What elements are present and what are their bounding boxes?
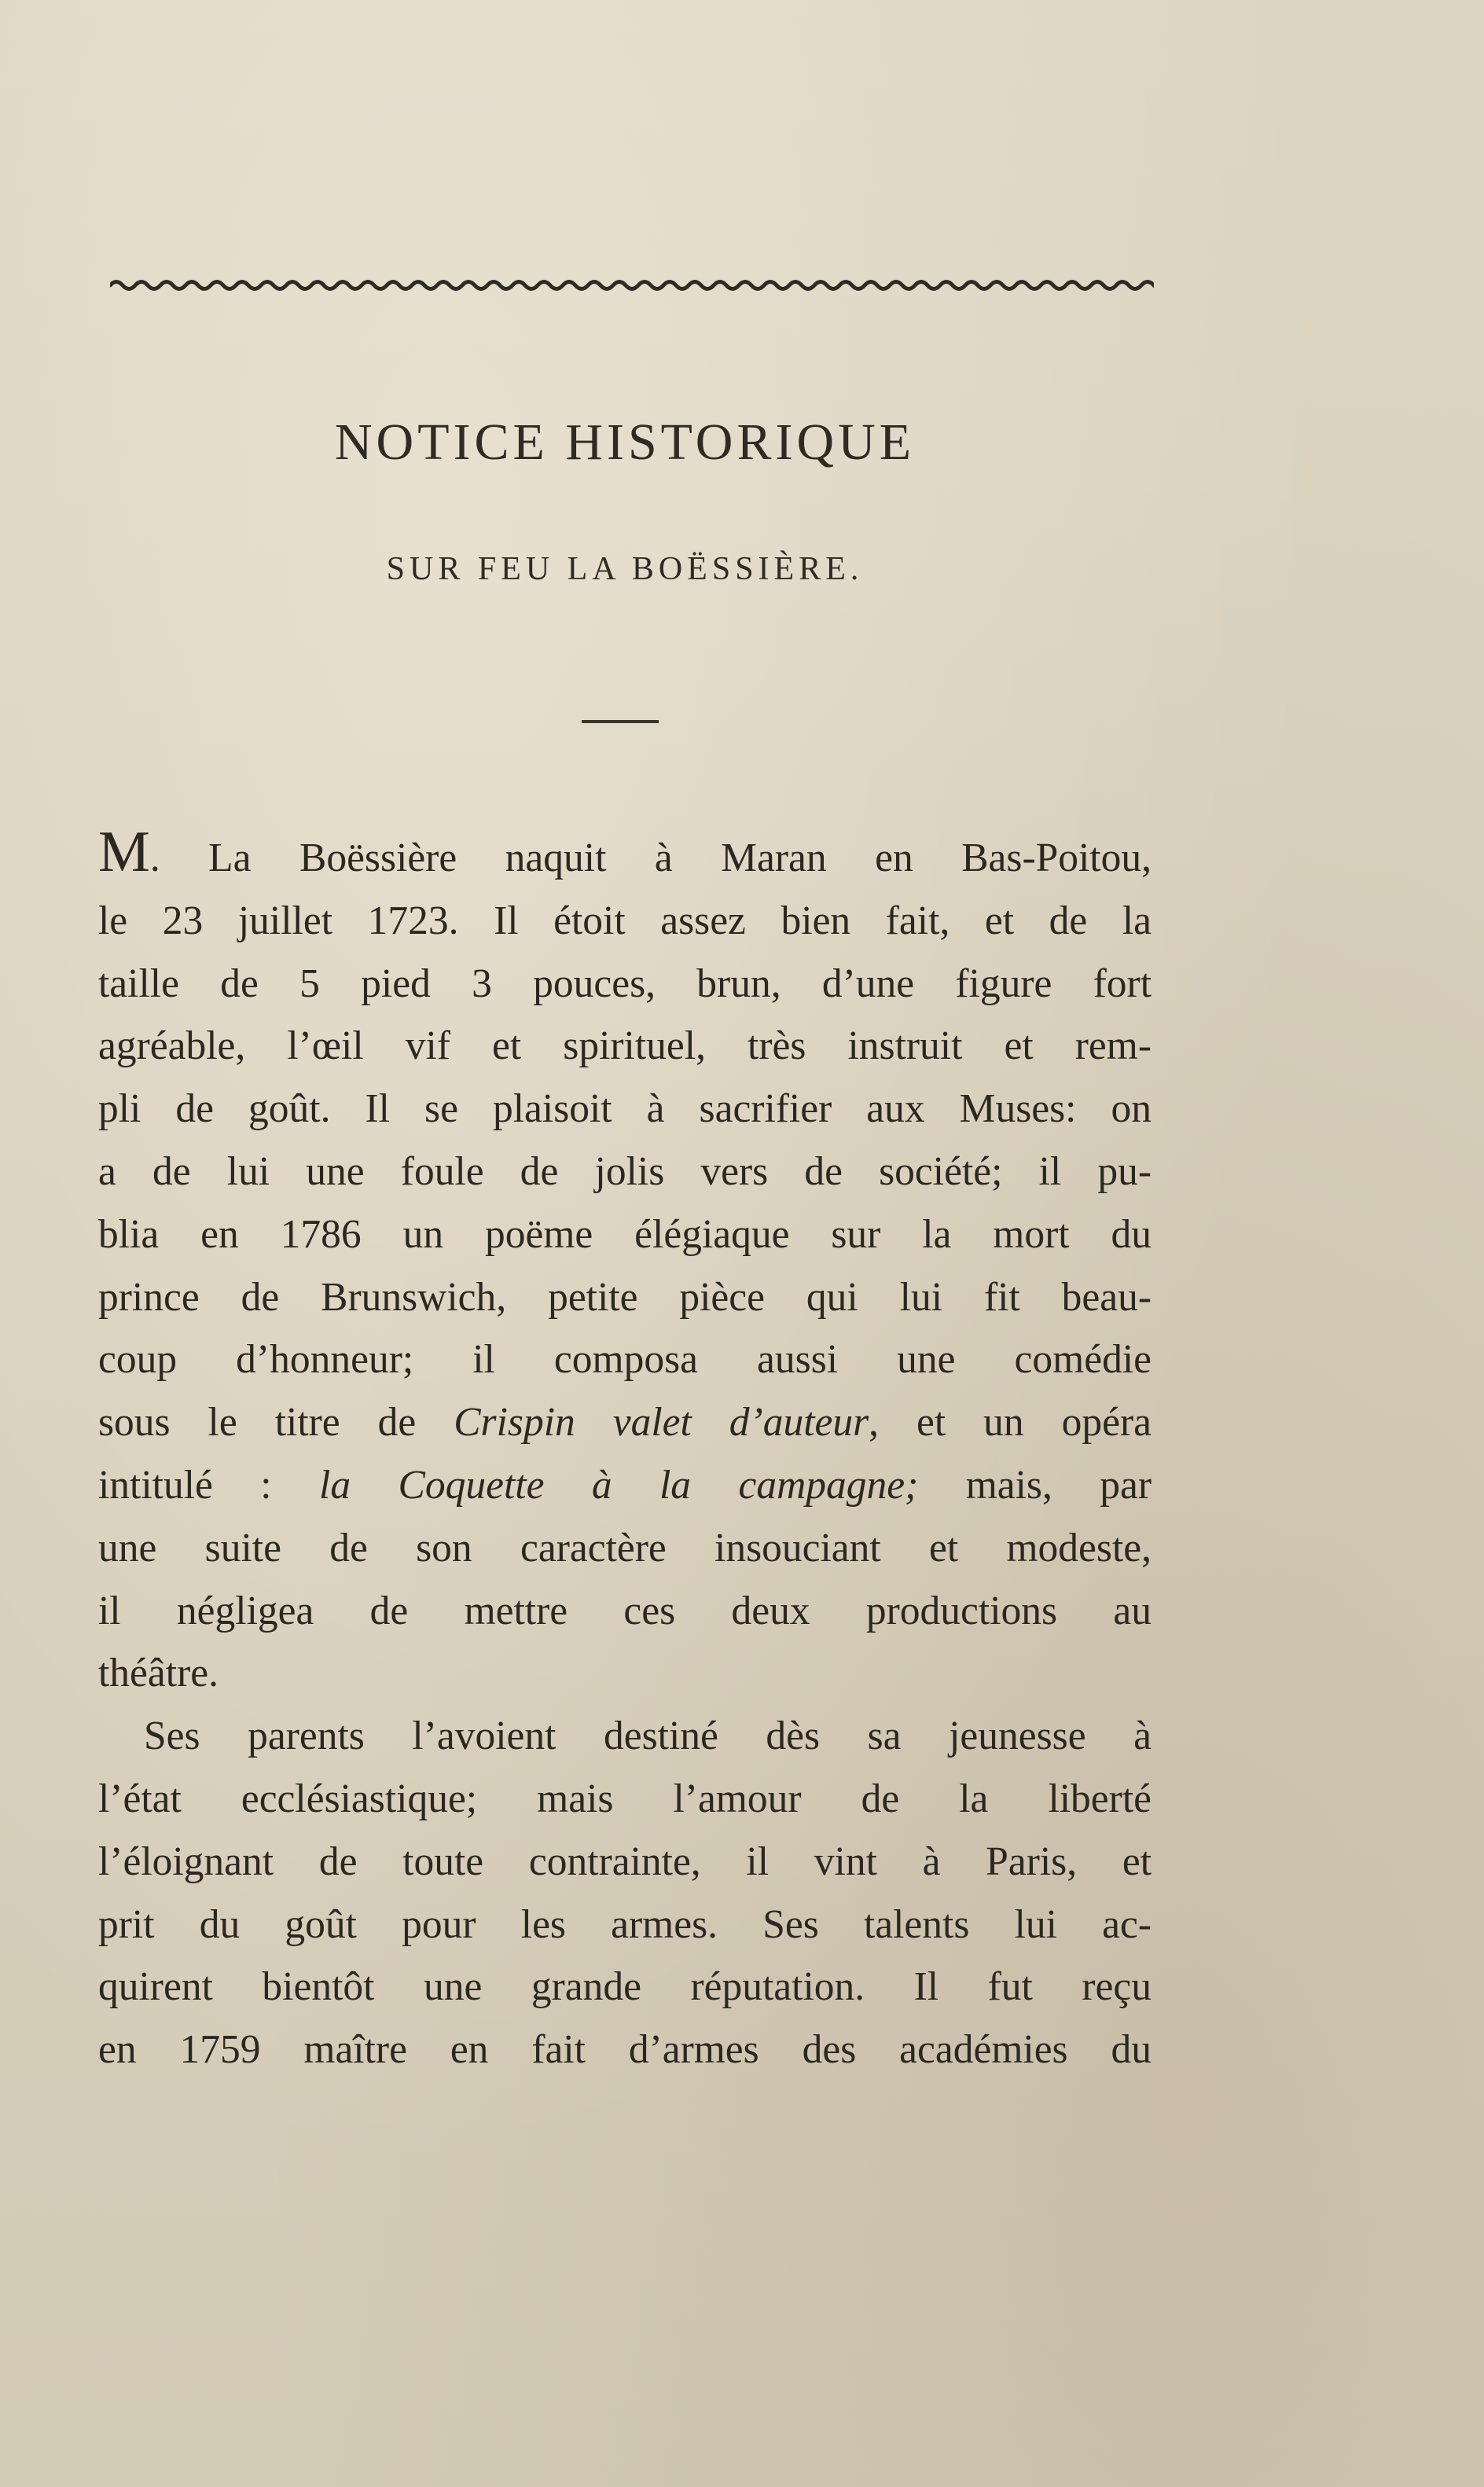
text-line: une suite de son caractère insouciant et modeste, [98, 1525, 1152, 1570]
text-segment: sous le titre de [98, 1400, 454, 1446]
text-line: l’éloignant de toute contrainte, il vint à Paris, et [98, 1839, 1152, 1884]
text-line: agréable, l’œil vif et spirituel, très instruit et rem- [98, 1023, 1152, 1069]
text-line [98, 1391, 1152, 1454]
text-line: en 1759 maître en fait d’armes des académies du [98, 2027, 1152, 2073]
text-line: coup d’honneur; il composa aussi une comédie [98, 1337, 1152, 1383]
text-segment: intitulé : [98, 1462, 320, 1508]
text-line: prit du goût pour les armes. Ses talents lui ac- [98, 1901, 1152, 1947]
page-title: NOTICE HISTORIQUE [334, 413, 916, 471]
text-line: taille de 5 pied 3 pouces, brun, d’une figure fort [98, 961, 1152, 1006]
text-line: pli de goût. Il se plaisoit à sacrifier aux Muses: on [98, 1086, 1152, 1132]
page-subtitle: SUR FEU LA BOËSSIÈRE. [386, 551, 864, 587]
text-line: a de lui une foule de jolis vers de société; il pu- [98, 1148, 1152, 1194]
text-line: le 23 juillet 1723. Il étoit assez bien fait, et de la [98, 898, 1152, 943]
text-line-content: . La Boëssière naquit à Maran en Bas-Poitou, [149, 836, 1152, 880]
text-line: blia en 1786 un poëme élégiaque sur la mort du [98, 1211, 1152, 1257]
text-segment: mais, par [918, 1462, 1152, 1508]
text-line: théâtre. [98, 1651, 219, 1696]
text-line [98, 820, 1152, 890]
text-line: prince de Brunswich, petite pièce qui lui fit beau- [98, 1274, 1152, 1320]
text-line: quirent bientôt une grande réputation. Il fut reçu [98, 1964, 1152, 2010]
text-line: il négligea de mettre ces deux productions au [98, 1588, 1152, 1633]
text-line [98, 1454, 1152, 1517]
text-line: l’état ecclésiastique; mais l’amour de la liberté [98, 1776, 1152, 1821]
drop-cap: M [98, 820, 150, 884]
italic-title: Crispin valet d’auteur [454, 1400, 869, 1446]
text-segment: , et un opéra [869, 1400, 1152, 1446]
italic-title: la Coquette à la campagne; [319, 1462, 919, 1508]
wavy-ornament-rule [110, 277, 1154, 294]
text-line: Ses parents l’avoient destiné dès sa jeunesse à [144, 1714, 1152, 1759]
body-text [98, 820, 1152, 2081]
title-divider-rule [582, 720, 659, 723]
